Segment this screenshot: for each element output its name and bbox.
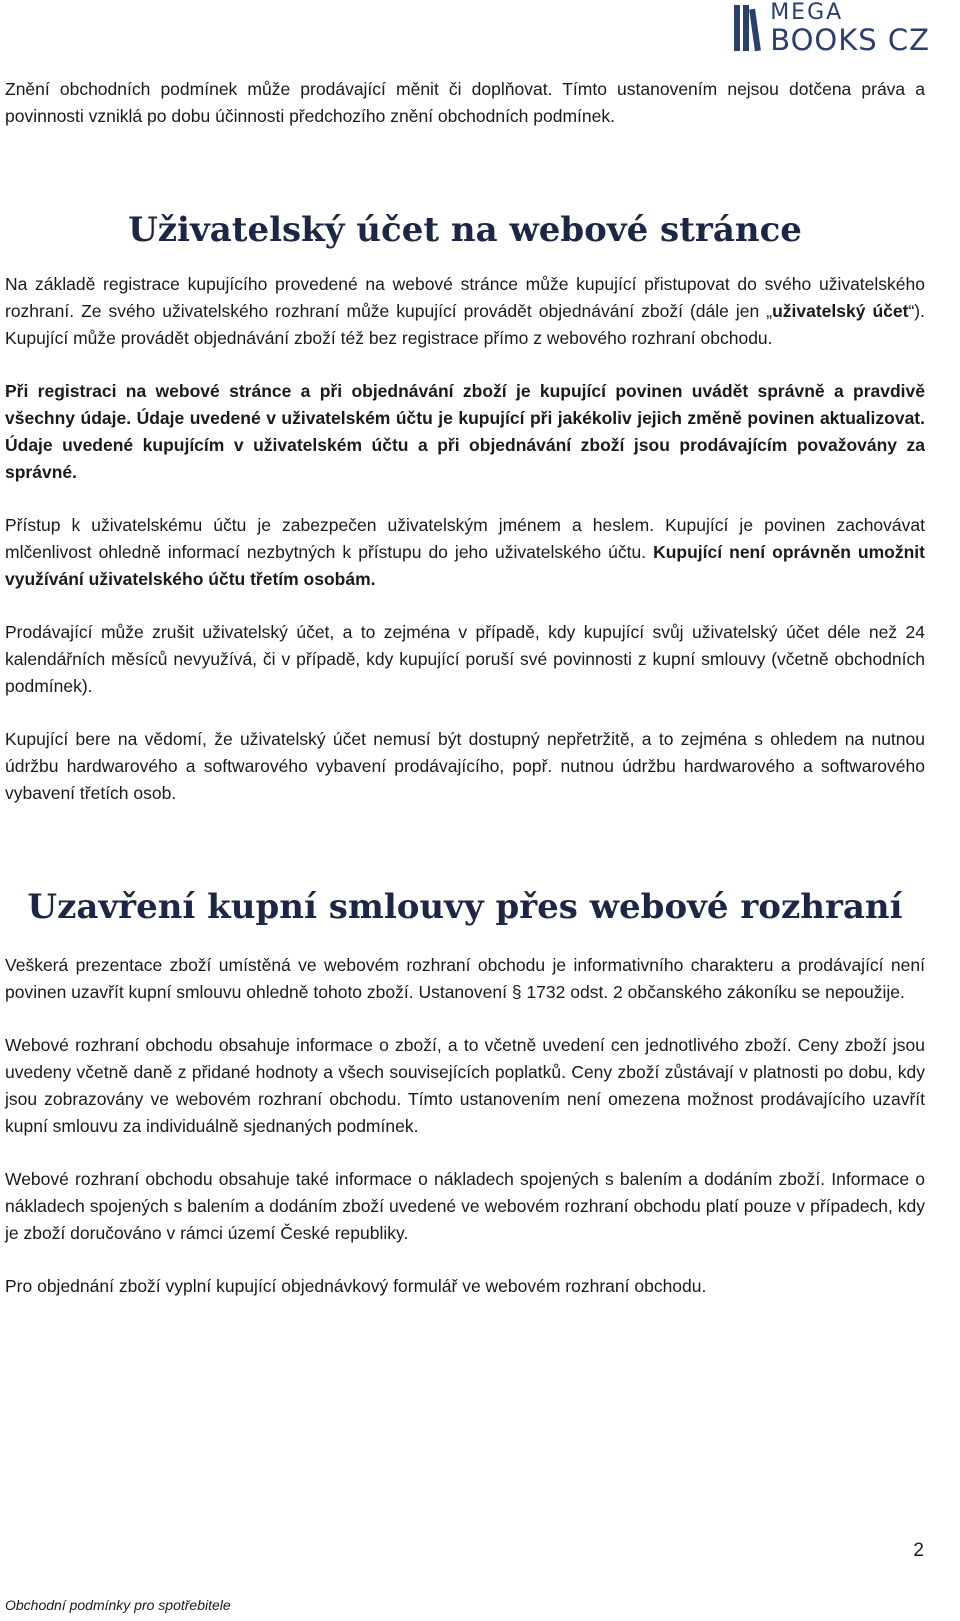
logo xyxy=(732,0,930,56)
paragraph-access-bold: Kupující není oprávněn umožnit využívání uživatelského účtu třetím osobám. xyxy=(5,541,925,589)
books-logo-icon xyxy=(732,3,762,53)
paragraph-access xyxy=(5,512,925,593)
paragraph-account-cancel: Prodávající může zrušit uživatelský účet, a to zejména v případě, kdy kupující svůj uživatelský účet déle než 24 kalendářních měsíců nevyužívá, či v případě, kdy kupující poruší své povinnosti z kupní smlouvy (včetně obchodních podmínek). xyxy=(5,621,925,696)
document-body xyxy=(5,76,925,1326)
paragraph-correct-data: Při registraci na webové stránce a při objednávání zboží je kupující povinen uvádět správně a pravdivě všechny údaje. Údaje uvedené v uživatelském účtu je kupující při jakékoliv jejich změně povinen aktualizovat. Údaje uvedené kupujícím v uživatelském účtu a při objednávání zboží jsou prodávajícím považovány za správné. xyxy=(5,380,925,482)
paragraph-access-text: Přístup k uživatelskému účtu je zabezpečen uživatelským jménem a heslem. Kupující je povinen zachovávat mlčenlivost ohledně informací nezbytných k přístupu do jeho uživatelského účtu. xyxy=(5,514,925,562)
paragraph-prices: Webové rozhraní obchodu obsahuje informace o zboží, a to včetně uvedení cen jednotlivého zboží. Ceny zboží jsou uvedeny včetně daně z přidané hodnoty a všech souvisejících poplatků. Ceny zboží zůstávají v platnosti po dobu, kdy jsou zobrazovány ve webovém rozhraní obchodu. Tímto ustanovením není omezena možnost prodávajícího uzavřít kupní smlouvu za individuálně sjednaných podmínek. xyxy=(5,1034,925,1136)
page-footer: Obchodní podmínky pro spotřebitele xyxy=(5,1597,231,1613)
section-heading-contract: Uzavření kupní smlouvy přes webové rozhraní xyxy=(27,886,903,927)
page-number: 2 xyxy=(913,1540,924,1561)
intro-paragraph: Znění obchodních podmínek může prodávající měnit či doplňovat. Tímto ustanovením nejsou dotčena práva a povinnosti vzniklá po dobu účinnosti předchozího znění obchodních podmínek. xyxy=(5,79,925,126)
paragraph-registration xyxy=(5,271,925,352)
logo-line-1: MEGA xyxy=(770,0,844,25)
logo-text xyxy=(770,2,930,55)
paragraph-shipping-costs: Webové rozhraní obchodu obsahuje také informace o nákladech spojených s balením a dodáním zboží. Informace o nákladech spojených s balením a dodáním zboží uvedené ve webovém rozhraní obchodu platí pouze v případech, kdy je zboží doručováno v rámci území České republiky. xyxy=(5,1168,925,1243)
logo-line-2: BOOKS CZ xyxy=(770,22,930,57)
paragraph-order-form: Pro objednání zboží vyplní kupující objednávkový formulář ve webovém rozhraní obchodu. xyxy=(5,1275,707,1296)
section-heading-user-account: Uživatelský účet na webové stránce xyxy=(128,210,802,250)
paragraph-presentation: Veškerá prezentace zboží umístěná ve webovém rozhraní obchodu je informativního charakteru a prodávající není povinen uzavřít kupní smlouvu ohledně tohoto zboží. Ustanovení § 1732 odst. 2 občanského zákoníku se nepoužije. xyxy=(5,954,925,1002)
paragraph-registration-part-b: “). Kupující může provádět objednávání zboží též bez registrace přímo z webového rozhraní obchodu. xyxy=(5,300,925,348)
term-user-account: uživatelský účet xyxy=(772,300,909,321)
paragraph-registration-part-a: Na základě registrace kupujícího provedené na webové stránce může kupující přistupovat do svého uživatelského rozhraní. Ze svého uživatelského rozhraní může kupující provádět objednávání zboží (dále jen „ xyxy=(5,273,925,321)
paragraph-availability: Kupující bere na vědomí, že uživatelský účet nemusí být dostupný nepřetržitě, a to zejména s ohledem na nutnou údržbu hardwarového a softwarového vybavení prodávajícího, popř. nutnou údržbu hardwarového a softwarového vybavení třetích osob. xyxy=(5,728,925,803)
